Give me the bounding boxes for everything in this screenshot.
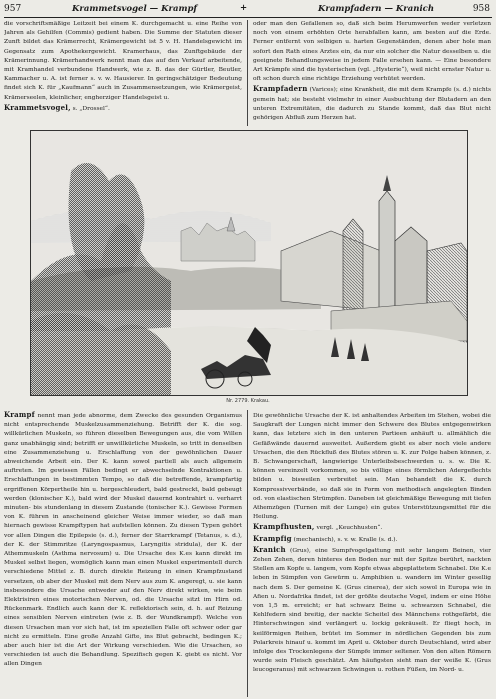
entry-headword: Krammetsvogel,: [4, 102, 71, 112]
figure-caption: Nr. 2779. Krakau.: [226, 398, 270, 404]
column-divider-top: [247, 20, 248, 126]
left-column-top: [4, 20, 242, 128]
entry-kranich: [253, 545, 491, 676]
engraving-krakau-image: [31, 131, 467, 395]
entry-text: Die gewöhnliche Ursache der K. ist anhaltendes Arbeiten im Stehen, wobei die Saugkraft der Lungen nicht immer den Schwere des Blutes entgegenwirken kann, das letztere sich in den unteren Partieen anhäuft u. allmählich die Gefäßwände dauernd ausweitet. Außerdem giebt es aber noch viele andere Ursachen, die den Rückfluß des Blutes stören u. K. zur Folge haben können, z. B. Schwangerschaft, langwierige Unterleibsbeschwerden u. s. w. Die K. können vereinzelt vorkommen, so bis völlige eines förmlichen Adergeflechts bilden u. bisweilen verbreitet sein. Man behandelt die K. durch Kompressivverbände, so daß sie in Form von methodisch angelegten Binden od. von elastischen Strümpfen. Daneben ist gleichmäßige Bewegung mit tiefen Athemzügen (Turnen mit der Lunge) ein gutes Unterstützungsmittel für die Heilung.: [253, 413, 491, 521]
entry-headword: Kranich: [253, 544, 286, 554]
header-ornament: +: [240, 3, 248, 13]
right-column-bottom: [253, 410, 491, 697]
page-number-left: 957: [4, 4, 22, 14]
entry-text: s. „Drossel“.: [72, 105, 110, 112]
header-title-left: Krammetsvogel — Krampf: [72, 4, 198, 14]
left-column-bottom: [4, 410, 242, 697]
entry-krampfig: [253, 534, 491, 545]
entry-krampfhusten: [253, 522, 491, 533]
header-rule: [4, 17, 492, 18]
entry-headword: Krampfhusten,: [253, 522, 315, 532]
right-column-top: [253, 20, 491, 128]
entry-text: (mechanisch), s. v. w. Kralle (s. d.).: [293, 536, 398, 543]
engraving-krakau: [30, 130, 468, 396]
paragraph: die vorschriftsmäßige Leitzeit bei einem K. durchgemacht u. eine Reihe von Jahren als Gehilfen (Commis) gedient haben. Die Summe der Statuten dieser Zunft bildet das Krämerrecht, Krämergewicht ist 5 v. H. Handelsgewicht im Gegensatz zum Apothekergewicht. Kramerhaus, das Zunftgebäude der Krämerinnung. Krämerhandwerk nennt man das auf den Verkauf arbeitende, mit Kramhandel verbundene Handwerk, wie z. B. das der Gürtler, Beutler, Kammacher u. A. ist ferner s. v. w. Hausierer. In geringschätziger Bedeutung findet sich K. für „Kaufmann“ auch in Zusammensetzungen, wie Krämergeist, Krämerseelen, kleinlicher, engherziger Handelsgeist u.: [4, 21, 242, 101]
entry-text: (Varices); eine Krankheit, die mit dem Krampfe (s. d.) nichts gemein hat; sie besteht vielmehr in einer Ausbuchtung der Blutadern an den unteren Extremitäten, die dadurch zu Stande kommt, daß das Blut nicht gehörigen Abfluß zum Herzen hat.: [253, 87, 491, 122]
entry-text: vergl. „Keuchhusten“.: [316, 525, 383, 532]
paragraph: oder man den Gefallenen so, daß sich beim Herumwerfen weder verletzen noch von einem erhöhten Orte herabfallen kann, am besten auf die Erde. Ferner entfernt von selbigen u. harten Gegenständen, denen aber hole man sofort den Rath eines Arztes ein, da nur ein solcher die Natur desselben u. die geeignete Behandlungsweise in jedem Falle ersehen kann. — Eine besondere Art Krämpfe sind die hysterischen (vgl. „Hysterie“), weil nicht ernster Natur u. oft schon durch eine richtige Erziehung verhütet werden.: [253, 21, 491, 83]
entry-krampf: [4, 410, 242, 670]
entry-krampfadern: [253, 84, 491, 123]
entry-headword: Krampfig: [253, 533, 292, 543]
entry-headword: Krampfadern: [253, 84, 308, 94]
running-header: [0, 0, 496, 18]
entry-text: nennt man jede abnorme, dem Zwecke des gesunden Organismus nicht entsprechende Muskelzusammenziehung. Betrifft der K. die sog. willkürlichen Muskeln, so führen dieselben Bewegungen aus, die vom Willen ganz unabhängig sind; betrifft er unwillkürliche Muskeln, so tritt in denselben eine Zusammenziehung u. Erschlaffung von der gewöhnlichen Dauer abweichende Arbeit ein. Der K. kann sowol partiell als auch allgemein auftreten. Im gewissen Fällen bedingt er abwechselnde Kontraktionen u. Erschlaffungen in bestimmten Tempo, so daß die betreffende, krampfartig ergriffenen Körpertheile hin u. hergeschleudert, bald gestreckt, bald gebeugt werden (klonischer K.), bald wird der Muskel dauernd kontrahirt u. verharrt minuten- bis stundenlang in diesem Zustande (tonischer K.). Gewisse Formen von K. führen in anscheinend gleicher Weise immer wieder, so daß man hiernach gewisse Krampftypen hat aufstellen können. Zu diesen Typen gehört vor allen Dingen die Epilepsie (s. d.), ferner der Starrkrampf (Tetanus, s. d.), der K. der Stimmritze (Laryngospasmus, Laryngitis stridula), der K. der Athemmuskeln (Asthma nervosum) u. Die Ursache des K.es kann direkt im Muskel selbst liegen, womöglich kann man einen Muskel experimentell durch verschiedene Mittel z. B. durch direkte Reizung in einen Krampfzustand versetzen, ob aber der Muskel mit dem Nerv aus zum K. angeregt, u. sie kann insbesondere die Ursache entweder auf den Nerv direkt wirken, wie beim Elektrisiren eines motorischen Nerven, od. die Ursache sitzt im Hirn od. Rückenmark. Endlich auch kann der K. reflektorisch sein, d. h. auf Reizung eines sensiblen Nerven eintreten (wie z. B. der Wundkrampf). Welche von diesen Ursachen man vor sich hat, ist im speziellen Falle oft schwer oder gar nicht zu ermitteln. Eine große Anzahl Gifte, ins Blut gebracht, bedingen K.; aber auch hier ist die Art der Wirkung verschieden. Wie die Ursachen, so verschieden ist auch die Behandlung. Spezifisch gegen K. giebt es nicht. Vor allen Dingen: [4, 413, 242, 668]
column-divider-bottom: [247, 410, 248, 697]
paragraph: [253, 410, 491, 522]
page-number-right: 958: [472, 4, 490, 14]
entry-krammetsvogel: [4, 103, 242, 114]
entry-headword: Krampf: [4, 410, 35, 419]
header-title-right: Krampfadern — Kranich: [318, 4, 435, 14]
entry-text: (Grus), eine Sumpfvogelgattung mit sehr langem Beinen, vier Zehen Zehen, deren hinteres den Boden nur mit der Spitze berührt, nackten Stellen am Kopfe u. langem, vom Kopfe etwas abgeplattetem Schnabel. Die K.e leben in Sümpfen von Gewürm u. Amphibien u. wandern im Winter gesellig nach dem S. Der gemeine K. (Grus cinerea), der sich sowol in Europa wie in Afien u. Nordafrika findet, ist der größte deutsche Vogel, indem er eine Höhe von 1,5 m. erreicht; er hat schwarz Beine u. schwarzen Schnabel, die Kehlfedern sind breitig, der nackte Scheitel des Männchens rothgefärbt, die Hinterschwingen sind verlängert u. lockig gekräuselt. Er fliegt hoch, in keilförmigen Reihen, brütet im Sommer in nördlichen Gegenden bis zum Polarkreis hinauf u. kommt im April u. Oktober durch Deutschland, wird aber infolge des Trockenlegens der Sümpfe immer seltener. Von den alten Römern wurde sein Fleisch geschätzt. Am häufigsten sieht man der weiße K. (Grus leucogeranus) mit schwarzen Schwingen u. rothen Füßen, im Nord- u.: [253, 547, 491, 674]
